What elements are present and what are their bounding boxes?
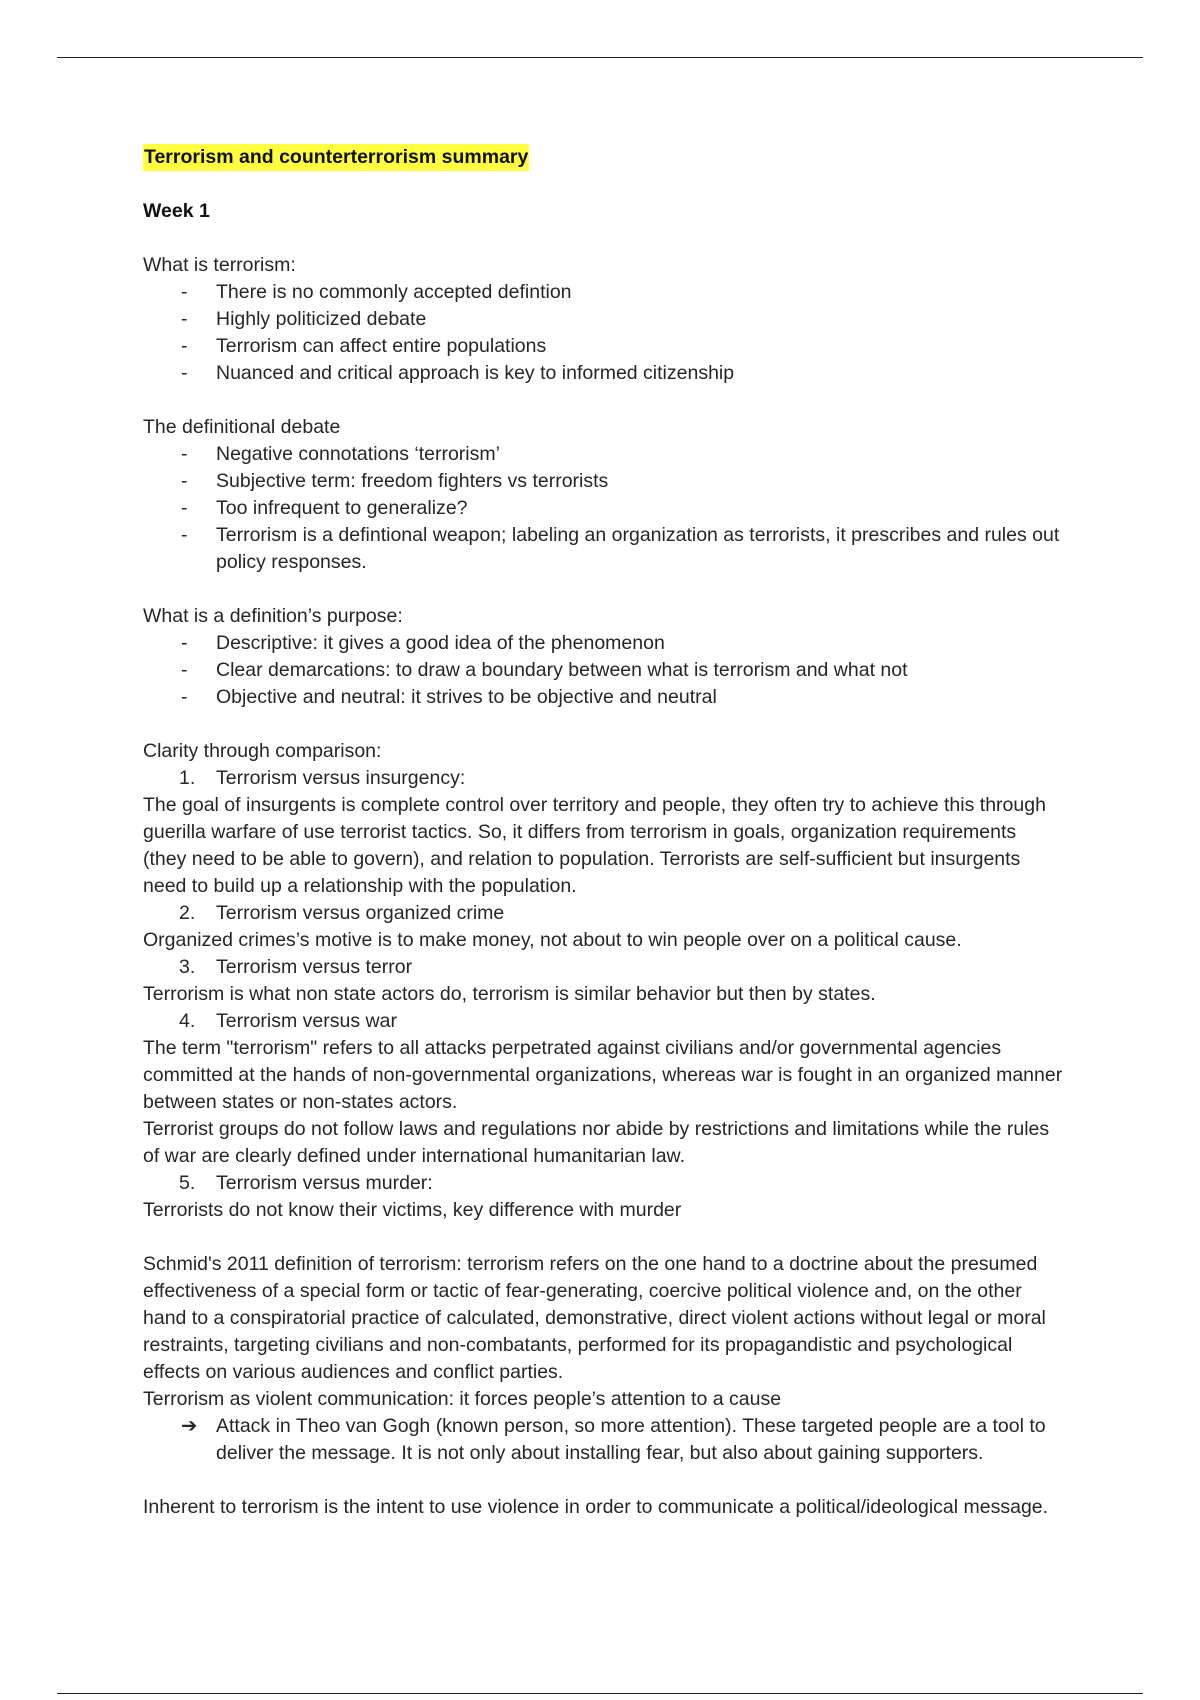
week-heading: Week 1 <box>143 200 210 222</box>
violent-communication: Terrorism as violent communication: it forces people’s attention to a cause <box>143 1388 782 1410</box>
list-item: - Terrorism is a defintional weapon; labeling an organization as terrorists, it prescribes and rules out policy responses. <box>181 524 1060 573</box>
list-item: - Negative connotations ‘terrorism’ <box>181 443 500 465</box>
section-heading-what-is: What is terrorism: <box>143 254 296 276</box>
list-item: - Descriptive: it gives a good idea of the phenomenon <box>181 632 665 654</box>
list-item: - Clear demarcations: to draw a boundary between what is terrorism and what not <box>181 659 908 681</box>
list-item: - Too infrequent to generalize? <box>181 497 468 519</box>
list-item: - Objective and neutral: it strives to be objective and neutral <box>181 686 717 708</box>
numbered-item: 5. Terrorism versus murder: <box>179 1172 433 1194</box>
document-title: Terrorism and counterterrorism summary <box>143 144 529 171</box>
list-item: - There is no commonly accepted defintion <box>181 281 572 303</box>
section-heading-comparison: Clarity through comparison: <box>143 740 382 762</box>
paragraph: The goal of insurgents is complete control over territory and people, they often try to achieve this through guerilla warfare of use terrorist tactics. So, it differs from terrorism in goals, organization requirements (they need to be able to govern), and relation to population. Terrorists are self-sufficient but insurgents need to build up a relationship with the population. <box>143 794 1046 897</box>
arrow-list <box>143 1413 1063 1467</box>
comparison-list <box>143 765 1063 792</box>
list-item: - Subjective term: freedom fighters vs terrorists <box>181 470 609 492</box>
inherent-paragraph: Inherent to terrorism is the intent to use violence in order to communicate a political/ideological message. <box>143 1496 1049 1518</box>
document-body <box>143 144 1063 1521</box>
arrow-right-icon: ➔ <box>181 1415 198 1437</box>
paragraph: Terrorism is what non state actors do, terrorism is similar behavior but then by states. <box>143 983 876 1005</box>
numbered-item: 1. Terrorism versus insurgency: <box>179 767 466 789</box>
purpose-list <box>143 630 1063 711</box>
paragraph: Terrorist groups do not follow laws and regulations nor abide by restrictions and limitations while the rules of war are clearly defined under international humanitarian law. <box>143 1118 1050 1167</box>
list-item: - Nuanced and critical approach is key to informed citizenship <box>181 362 735 384</box>
arrow-item: ➔ Attack in Theo van Gogh (known person, so more attention). These targeted people are a tool to deliver the message. It is not only about installing fear, but also about gaining supporters. <box>181 1415 1046 1464</box>
numbered-item: 2. Terrorism versus organized crime <box>179 902 505 924</box>
section-heading-purpose: What is a definition’s purpose: <box>143 605 403 627</box>
header-rule <box>57 57 1143 58</box>
debate-list <box>143 441 1063 576</box>
paragraph: The term "terrorism" refers to all attacks perpetrated against civilians and/or governmental agencies committed at the hands of non-governmental organizations, whereas war is fought in an organized manner between states or non-states actors. <box>143 1037 1063 1113</box>
paragraph: Terrorists do not know their victims, key difference with murder <box>143 1199 682 1221</box>
schmid-definition: Schmid's 2011 definition of terrorism: terrorism refers on the one hand to a doctrine about the presumed effectiveness of a special form or tactic of fear-generating, coercive political violence and, on the other hand to a conspiratorial practice of calculated, demonstrative, direct violent actions without legal or moral restraints, targeting civilians and non-combatants, performed for its propagandistic and psychological effects on various audiences and conflict parties. <box>143 1253 1046 1383</box>
list-item: - Terrorism can affect entire populations <box>181 335 547 357</box>
paragraph: Organized crimes’s motive is to make money, not about to win people over on a political cause. <box>143 929 962 951</box>
numbered-item: 3. Terrorism versus terror <box>179 956 413 978</box>
list-item: - Highly politicized debate <box>181 308 427 330</box>
numbered-item: 4. Terrorism versus war <box>179 1010 397 1032</box>
what-is-list <box>143 279 1063 387</box>
section-heading-debate: The definitional debate <box>143 416 341 438</box>
footer-rule <box>57 1693 1143 1694</box>
